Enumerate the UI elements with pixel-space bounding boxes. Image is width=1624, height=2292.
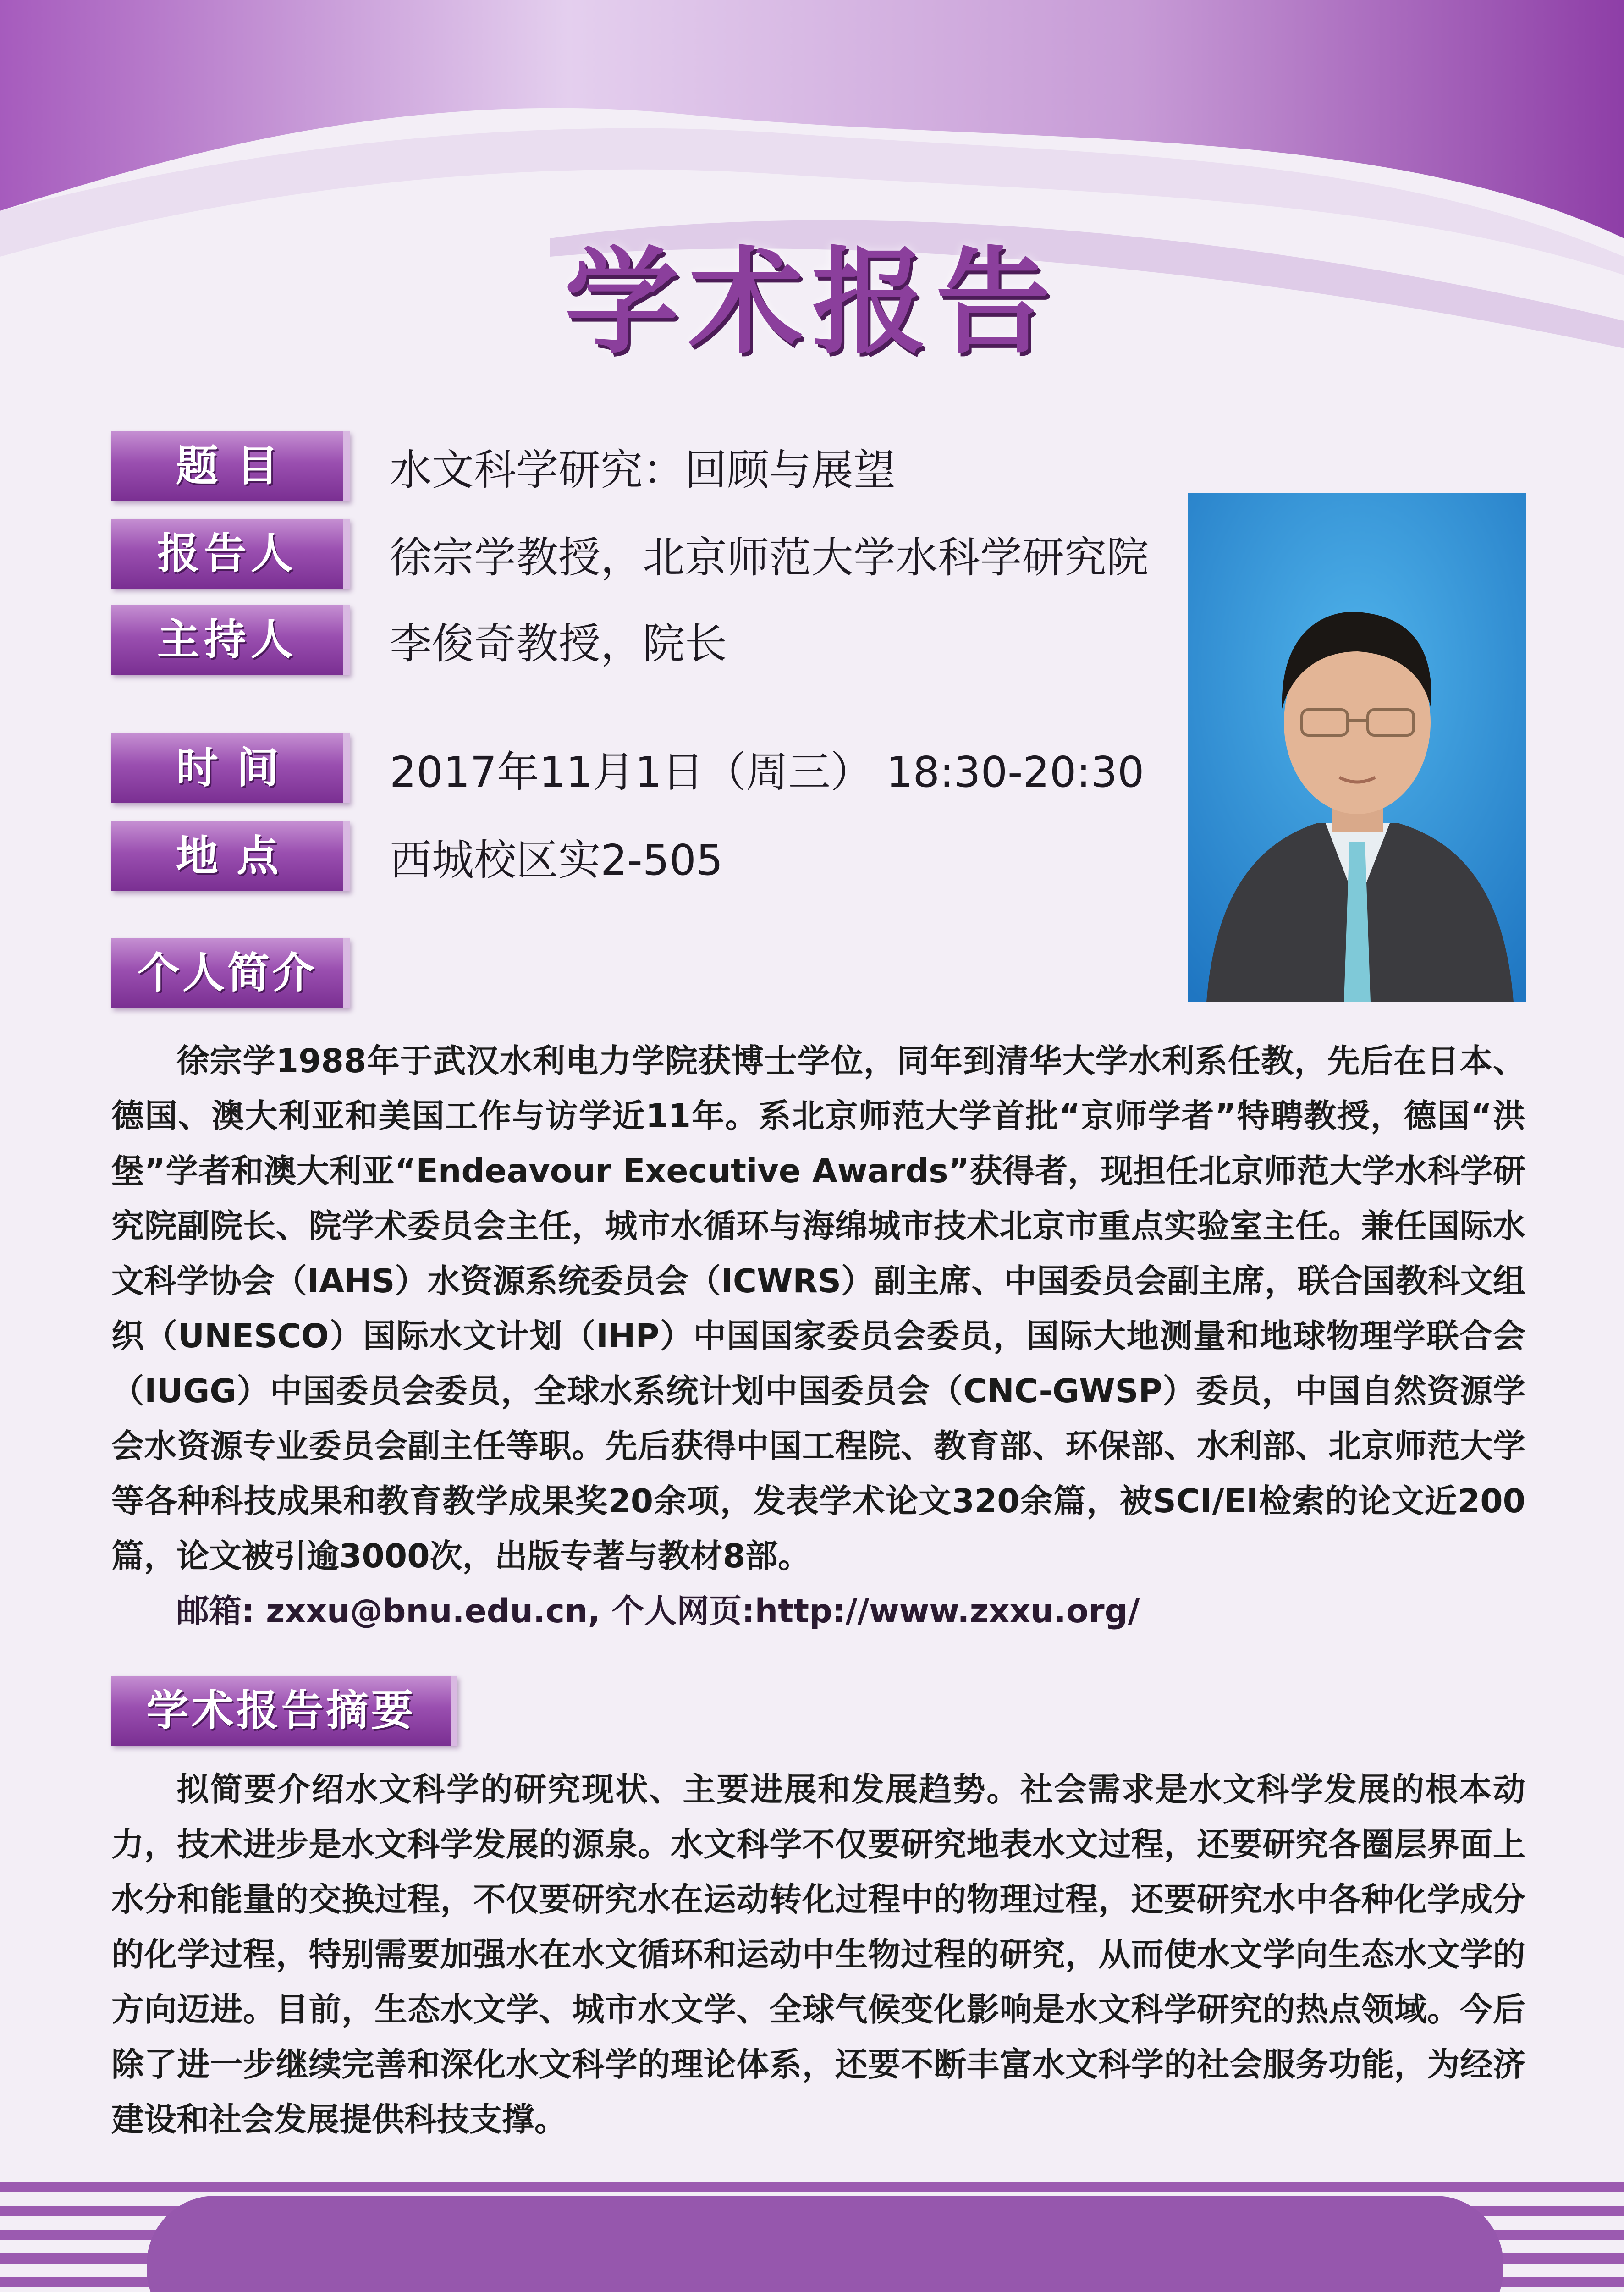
place-value: 西城校区实2-505 [390,836,723,885]
topic-label: 题目 [111,431,350,501]
abstract-paragraph: 拟简要介绍水文科学的研究现状、主要进展和发展趋势。社会需求是水文科学发展的根本动力，技术进步是水文科学发展的源泉。水文科学不仅要研究地表水文过程，还要研究各圈层界面上水分和能量的交换过程，不仅要研究水在运动转化过程中的物理过程，还要研究水中各种化学成分的化学过程，特别需要加强水在水文循环和运动中生物过程的研究，从而使水文学向生态水文学的方向迈进。目前，生态水文学、城市水文学、全球气候变化影响是水文科学研究的热点领域。今后除了进一步继续完善和深化水文科学的理论体系，还要不断丰富水文科学的社会服务功能，为经济建设和社会发展提供科技支撑。 [111,1770,1525,2138]
bio-heading: 个人简介 [111,938,350,1008]
contact-info: 邮箱: zxxu@bnu.edu.cn, 个人网页:http://www.zxxu.org/ [176,1592,1140,1630]
bio-paragraph: 徐宗学1988年于武汉水利电力学院获博士学位，同年到清华大学水利系任教，先后在日本、德国、澳大利亚和美国工作与访学近11年。系北京师范大学首批“京师学者”特聘教授，德国“洪堡”学者和澳大利亚“Endeavour Executive Awards”获得者，现担任北京师范大学水科学研究院副院长、院学术委员会主任，城市水循环与海绵城市技术北京市重点实验室主任。兼任国际水文科学协会（IAHS）水资源系统委员会（ICWRS）副主席、中国委员会副主席，联合国教科文组织（UNESCO）国际水文计划（IHP）中国国家委员会委员，国际大地测量和地球物理学联合会（IUGG）中国委员会委员，全球水系统计划中国委员会（CNC-GWSP）委员，中国自然资源学会水资源专业委员会副主任等职。先后获得中国工程院、教育部、环保部、水利部、北京师范大学等各种科技成果和教育教学成果奖20余项，发表学术论文320余篇，被SCI/EI检索的论文近200篇，论文被引逾3000次，出版专著与教材8部。 [111,1042,1525,1575]
speaker-label: 报告人 [111,519,350,589]
time-value: 2017年11月1日（周三） 18:30-20:30 [390,748,1145,797]
time-label: 时间 [111,733,350,803]
topic-value: 水文科学研究：回顾与展望 [390,446,896,495]
abstract-heading: 学术报告摘要 [111,1676,457,1746]
place-label: 地点 [111,821,350,891]
host-value: 李俊奇教授，院长 [390,619,727,668]
speaker-value: 徐宗学教授，北京师范大学水科学研究院 [390,533,1149,582]
speaker-photo [1188,493,1526,1002]
page-title: 学术报告 [564,236,1060,369]
footer-stripe-decoration [0,2173,1624,2292]
host-label: 主持人 [111,605,350,675]
